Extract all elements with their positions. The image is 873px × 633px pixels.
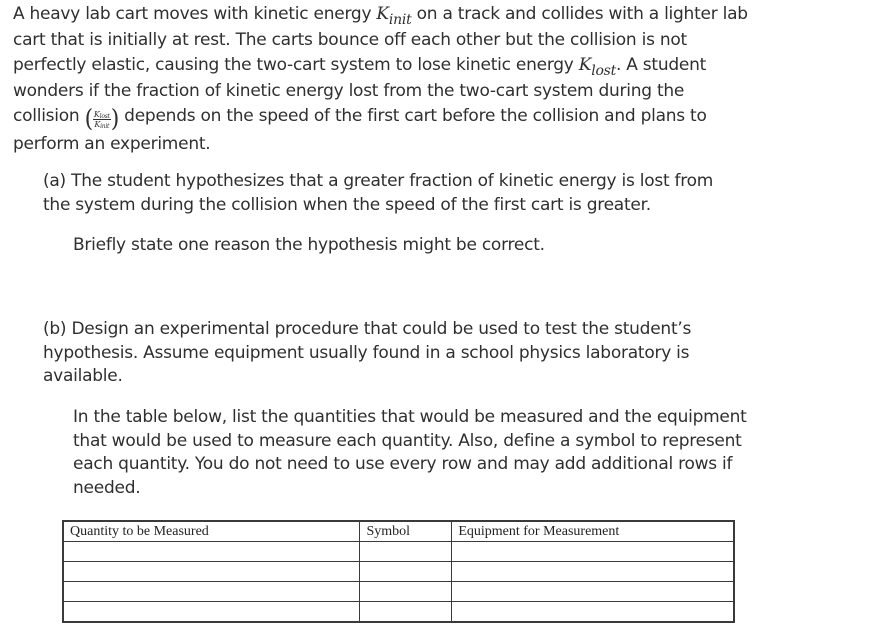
header-equipment: Equipment for Measurement: [452, 521, 734, 542]
symbol-cell[interactable]: [360, 542, 452, 562]
symbol-cell[interactable]: [360, 602, 452, 623]
part-a: [43, 170, 743, 217]
intro-text-2: on a track and collides with a lighter lab cart that is initially at rest. The carts bounce off each other but the collision is not perfectly elastic, causing the two-cart system to lose kinetic energy: [13, 4, 748, 75]
intro-text-4: depends on the speed of the first cart before the collision and plans to perform an experiment.: [13, 106, 707, 154]
part-a-prompt: Briefly state one reason the hypothesis might be correct.: [73, 235, 545, 255]
equipment-cell[interactable]: [452, 582, 734, 602]
part-a-text: (a) The student hypothesizes that a greater fraction of kinetic energy is lost from the system during the collision when the speed of the first cart is greater.: [43, 171, 714, 215]
equipment-cell[interactable]: [452, 602, 734, 623]
k-init-symbol: $K_{init}$: [376, 4, 412, 28]
part-b-prompt-block: [73, 406, 753, 500]
intro-paragraph: [13, 2, 753, 158]
table-row: [63, 582, 734, 602]
part-b: [43, 318, 743, 389]
quantity-cell[interactable]: [63, 562, 360, 582]
measurement-table: [62, 520, 735, 623]
table-row: [63, 602, 734, 623]
table-row: [63, 542, 734, 562]
symbol-cell[interactable]: [360, 582, 452, 602]
header-symbol: Symbol: [360, 521, 452, 542]
quantity-cell[interactable]: [63, 582, 360, 602]
symbol-cell[interactable]: [360, 562, 452, 582]
k-lost-symbol: $K_{lost}$: [578, 55, 616, 79]
equipment-cell[interactable]: [452, 542, 734, 562]
intro-text-3: . A student wonders if the fraction of kinetic energy lost from the two-cart system during the collision: [13, 55, 707, 126]
lost-fraction: ( $\frac{K_{lost}}{K_{init}}$ ): [84, 105, 120, 134]
part-b-text: (b) Design an experimental procedure that could be used to test the student’s hypothesis. Assume equipment usually found in a school physics laboratory is available.: [43, 319, 692, 386]
table-row: [63, 562, 734, 582]
header-quantity: Quantity to be Measured: [63, 521, 360, 542]
intro-text-1: A heavy lab cart moves with kinetic energy: [13, 4, 377, 24]
part-b-prompt: In the table below, list the quantities that would be measured and the equipment that would be used to measure each quantity. Also, define a symbol to represent each quantity. You do not need to use every row and may add additional rows if needed.: [73, 407, 747, 498]
equipment-cell[interactable]: [452, 562, 734, 582]
quantity-cell[interactable]: [63, 602, 360, 623]
question-intro: [13, 2, 753, 158]
table-header-row: [63, 521, 734, 542]
part-a-prompt-block: [73, 234, 753, 258]
quantity-cell[interactable]: [63, 542, 360, 562]
